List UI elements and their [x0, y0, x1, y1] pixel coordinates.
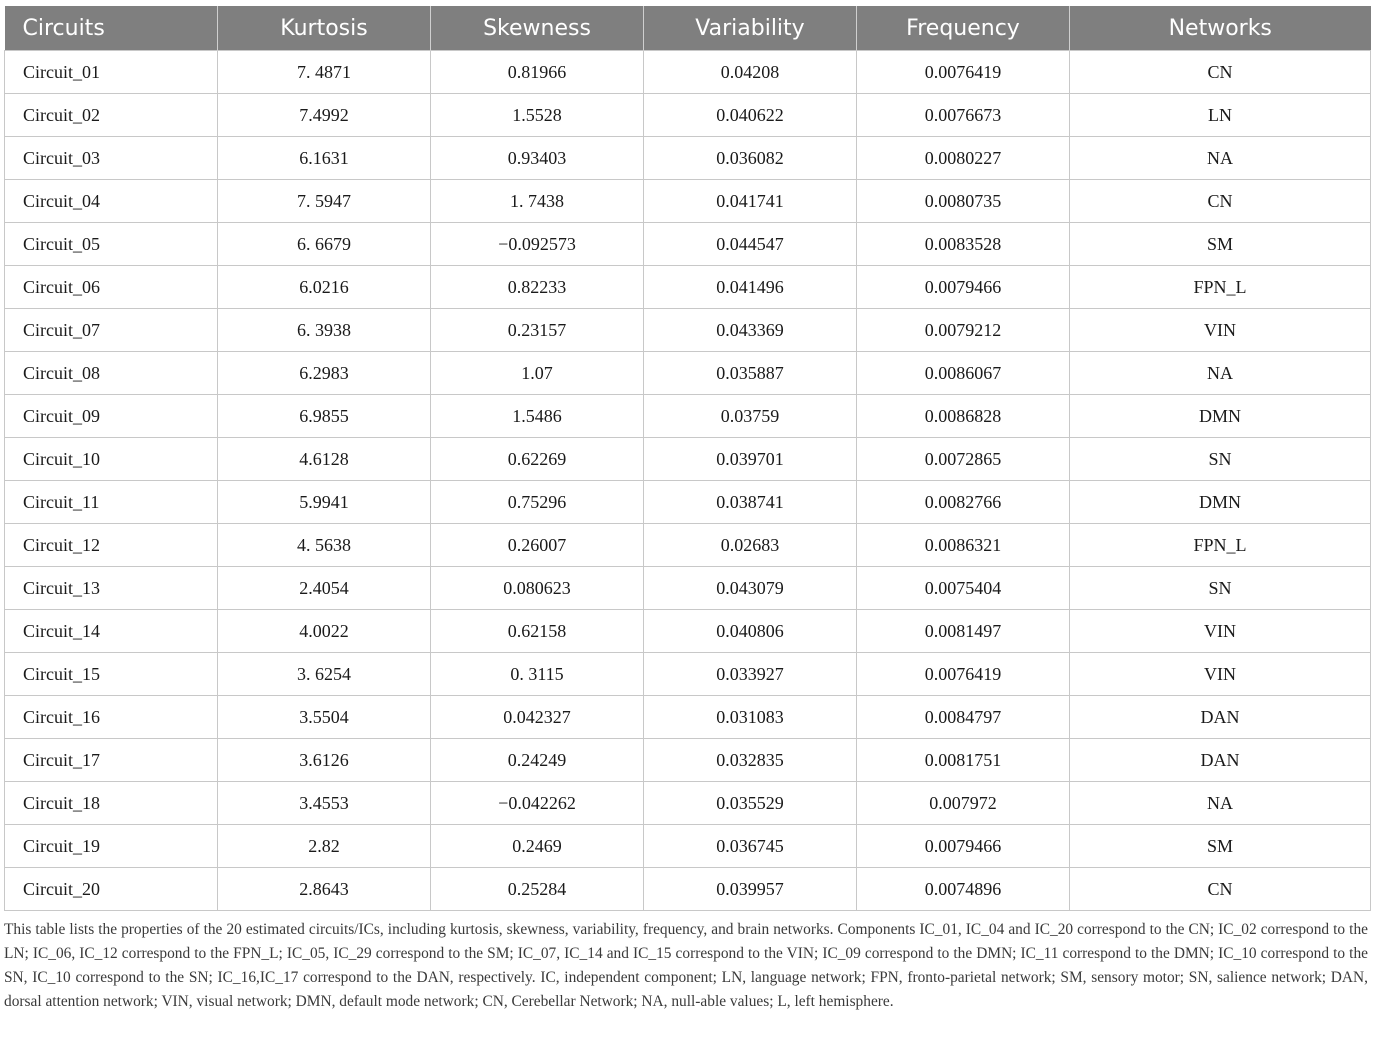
cell-variability: 0.036745 [644, 825, 857, 868]
cell-kurtosis: 2.8643 [218, 868, 431, 911]
table-row [5, 180, 1371, 223]
cell-circuit: Circuit_19 [5, 825, 218, 868]
cell-skewness: 1. 7438 [431, 180, 644, 223]
table-row [5, 94, 1371, 137]
data-table-container [4, 6, 1370, 911]
cell-frequency: 0.0080735 [857, 180, 1070, 223]
cell-variability: 0.040806 [644, 610, 857, 653]
cell-network: VIN [1070, 653, 1371, 696]
cell-network: DAN [1070, 696, 1371, 739]
cell-network: NA [1070, 137, 1371, 180]
cell-frequency: 0.0081497 [857, 610, 1070, 653]
cell-skewness: 0.042327 [431, 696, 644, 739]
cell-variability: 0.040622 [644, 94, 857, 137]
cell-kurtosis: 6. 3938 [218, 309, 431, 352]
cell-skewness: 0.2469 [431, 825, 644, 868]
table-row [5, 868, 1371, 911]
cell-circuit: Circuit_18 [5, 782, 218, 825]
cell-network: CN [1070, 180, 1371, 223]
cell-skewness: 0.23157 [431, 309, 644, 352]
cell-circuit: Circuit_10 [5, 438, 218, 481]
cell-variability: 0.039701 [644, 438, 857, 481]
cell-variability: 0.043369 [644, 309, 857, 352]
table-row [5, 352, 1371, 395]
cell-network: SN [1070, 438, 1371, 481]
cell-variability: 0.033927 [644, 653, 857, 696]
cell-skewness: 0. 3115 [431, 653, 644, 696]
cell-variability: 0.04208 [644, 51, 857, 94]
cell-skewness: 0.75296 [431, 481, 644, 524]
table-row [5, 481, 1371, 524]
table-row [5, 567, 1371, 610]
cell-skewness: 0.93403 [431, 137, 644, 180]
cell-skewness: 0.62269 [431, 438, 644, 481]
cell-skewness: 0.81966 [431, 51, 644, 94]
cell-network: LN [1070, 94, 1371, 137]
cell-kurtosis: 4. 5638 [218, 524, 431, 567]
header-circuits: Circuits [5, 6, 218, 51]
cell-skewness: 0.24249 [431, 739, 644, 782]
cell-frequency: 0.0075404 [857, 567, 1070, 610]
table-row [5, 438, 1371, 481]
cell-variability: 0.02683 [644, 524, 857, 567]
cell-frequency: 0.0086828 [857, 395, 1070, 438]
table-body [5, 51, 1371, 911]
cell-network: DAN [1070, 739, 1371, 782]
cell-variability: 0.032835 [644, 739, 857, 782]
cell-variability: 0.03759 [644, 395, 857, 438]
cell-frequency: 0.0079466 [857, 825, 1070, 868]
cell-circuit: Circuit_05 [5, 223, 218, 266]
cell-skewness: 1.5528 [431, 94, 644, 137]
table-row [5, 51, 1371, 94]
cell-circuit: Circuit_16 [5, 696, 218, 739]
cell-frequency: 0.0082766 [857, 481, 1070, 524]
cell-network: DMN [1070, 481, 1371, 524]
cell-circuit: Circuit_02 [5, 94, 218, 137]
cell-frequency: 0.0083528 [857, 223, 1070, 266]
cell-variability: 0.038741 [644, 481, 857, 524]
header-frequency: Frequency [857, 6, 1070, 51]
header-networks: Networks [1070, 6, 1371, 51]
cell-kurtosis: 6.9855 [218, 395, 431, 438]
cell-variability: 0.041496 [644, 266, 857, 309]
cell-network: NA [1070, 782, 1371, 825]
cell-circuit: Circuit_07 [5, 309, 218, 352]
cell-frequency: 0.0072865 [857, 438, 1070, 481]
table-row [5, 395, 1371, 438]
cell-frequency: 0.0074896 [857, 868, 1070, 911]
cell-circuit: Circuit_03 [5, 137, 218, 180]
cell-network: FPN_L [1070, 524, 1371, 567]
cell-frequency: 0.0079466 [857, 266, 1070, 309]
header-variability: Variability [644, 6, 857, 51]
table-row [5, 266, 1371, 309]
cell-kurtosis: 3.5504 [218, 696, 431, 739]
cell-kurtosis: 7.4992 [218, 94, 431, 137]
table-row [5, 524, 1371, 567]
table-row [5, 223, 1371, 266]
circuits-table [4, 6, 1371, 911]
cell-kurtosis: 6.2983 [218, 352, 431, 395]
table-row [5, 825, 1371, 868]
cell-skewness: 0.26007 [431, 524, 644, 567]
cell-variability: 0.035887 [644, 352, 857, 395]
cell-frequency: 0.0076419 [857, 51, 1070, 94]
cell-frequency: 0.0084797 [857, 696, 1070, 739]
cell-kurtosis: 3.6126 [218, 739, 431, 782]
cell-skewness: −0.092573 [431, 223, 644, 266]
cell-skewness: 0.080623 [431, 567, 644, 610]
cell-network: SN [1070, 567, 1371, 610]
cell-network: FPN_L [1070, 266, 1371, 309]
table-row [5, 739, 1371, 782]
cell-network: SM [1070, 825, 1371, 868]
cell-skewness: 0.82233 [431, 266, 644, 309]
cell-network: DMN [1070, 395, 1371, 438]
table-row [5, 696, 1371, 739]
cell-kurtosis: 7. 4871 [218, 51, 431, 94]
cell-circuit: Circuit_04 [5, 180, 218, 223]
cell-frequency: 0.007972 [857, 782, 1070, 825]
cell-kurtosis: 5.9941 [218, 481, 431, 524]
cell-circuit: Circuit_14 [5, 610, 218, 653]
header-row [5, 6, 1371, 51]
cell-variability: 0.043079 [644, 567, 857, 610]
cell-kurtosis: 4.6128 [218, 438, 431, 481]
cell-network: SM [1070, 223, 1371, 266]
cell-frequency: 0.0086067 [857, 352, 1070, 395]
table-row [5, 137, 1371, 180]
cell-kurtosis: 3. 6254 [218, 653, 431, 696]
header-skewness: Skewness [431, 6, 644, 51]
cell-network: CN [1070, 868, 1371, 911]
cell-kurtosis: 7. 5947 [218, 180, 431, 223]
cell-kurtosis: 3.4553 [218, 782, 431, 825]
cell-circuit: Circuit_11 [5, 481, 218, 524]
cell-frequency: 0.0081751 [857, 739, 1070, 782]
cell-circuit: Circuit_13 [5, 567, 218, 610]
cell-kurtosis: 4.0022 [218, 610, 431, 653]
cell-variability: 0.041741 [644, 180, 857, 223]
table-footnote: This table lists the properties of the 20 estimated circuits/ICs, including kurtosis, skewness, variability, frequency, and brain networks. Components IC_01, IC_04 and IC_20 correspond to the CN; IC_02 correspond to the LN; IC_06, IC_12 correspond to the FPN_L; IC_05, IC_29 correspond to the SM; IC_07, IC_14 and IC_15 correspond to the VIN; IC_09 correspond to the DMN; IC_11 correspond to the DMN; IC_10 correspond to the SN, IC_10 correspond to the SN; IC_16,IC_17 correspond to the DAN, respectively. IC, independent component; LN, language network; FPN, fronto-parietal network; SM, sensory motor; SN, salience network; DAN, dorsal attention network; VIN, visual network; DMN, default mode network; CN, Cerebellar Network; NA, null-able values; L, left hemisphere. [4, 921, 1368, 1010]
table-row [5, 653, 1371, 696]
cell-skewness: 0.62158 [431, 610, 644, 653]
cell-kurtosis: 6. 6679 [218, 223, 431, 266]
cell-frequency: 0.0086321 [857, 524, 1070, 567]
cell-circuit: Circuit_01 [5, 51, 218, 94]
cell-variability: 0.031083 [644, 696, 857, 739]
cell-kurtosis: 2.4054 [218, 567, 431, 610]
cell-circuit: Circuit_09 [5, 395, 218, 438]
cell-frequency: 0.0080227 [857, 137, 1070, 180]
cell-frequency: 0.0079212 [857, 309, 1070, 352]
table-header [5, 6, 1371, 51]
cell-skewness: 1.07 [431, 352, 644, 395]
cell-circuit: Circuit_17 [5, 739, 218, 782]
cell-kurtosis: 6.0216 [218, 266, 431, 309]
cell-variability: 0.044547 [644, 223, 857, 266]
header-kurtosis: Kurtosis [218, 6, 431, 51]
table-row [5, 309, 1371, 352]
cell-circuit: Circuit_12 [5, 524, 218, 567]
cell-frequency: 0.0076673 [857, 94, 1070, 137]
table-row [5, 610, 1371, 653]
cell-skewness: 1.5486 [431, 395, 644, 438]
cell-network: VIN [1070, 309, 1371, 352]
cell-variability: 0.039957 [644, 868, 857, 911]
cell-network: VIN [1070, 610, 1371, 653]
cell-circuit: Circuit_20 [5, 868, 218, 911]
cell-circuit: Circuit_15 [5, 653, 218, 696]
cell-skewness: 0.25284 [431, 868, 644, 911]
cell-circuit: Circuit_06 [5, 266, 218, 309]
cell-skewness: −0.042262 [431, 782, 644, 825]
cell-frequency: 0.0076419 [857, 653, 1070, 696]
cell-kurtosis: 6.1631 [218, 137, 431, 180]
cell-network: NA [1070, 352, 1371, 395]
table-row [5, 782, 1371, 825]
cell-kurtosis: 2.82 [218, 825, 431, 868]
cell-variability: 0.035529 [644, 782, 857, 825]
cell-variability: 0.036082 [644, 137, 857, 180]
cell-circuit: Circuit_08 [5, 352, 218, 395]
cell-network: CN [1070, 51, 1371, 94]
